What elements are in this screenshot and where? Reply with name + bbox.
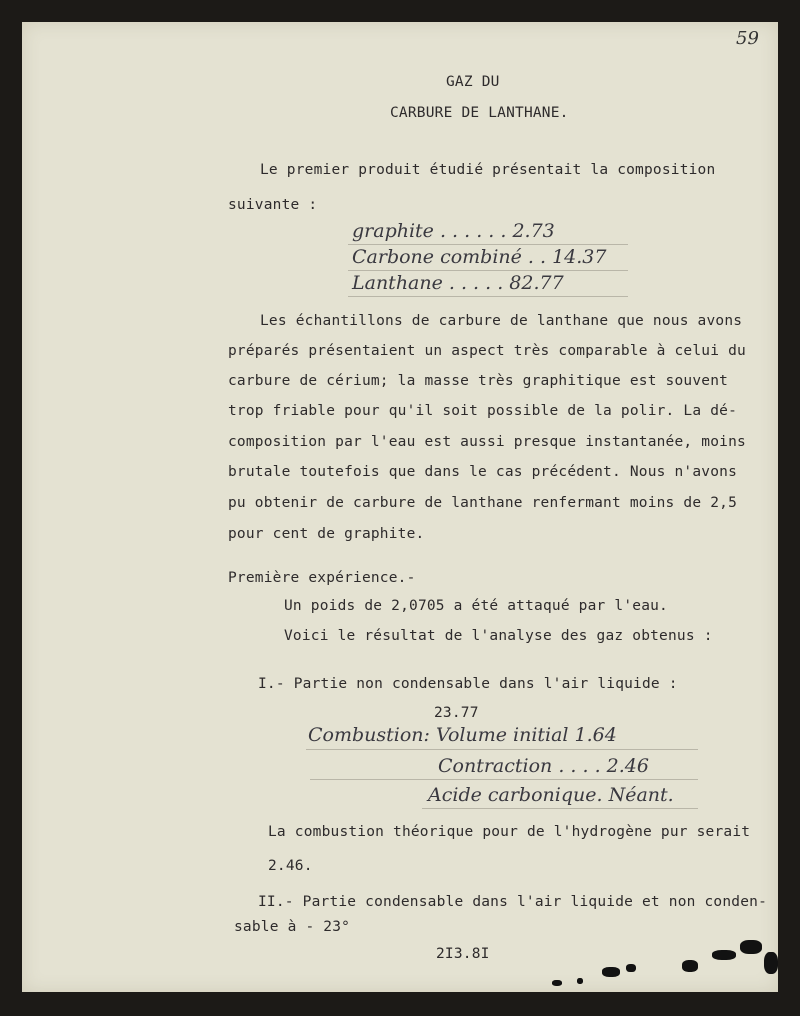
theory-line-2: 2.46. xyxy=(268,858,313,874)
composition-lanthane: Lanthane . . . . . 82.77 xyxy=(352,272,564,294)
paragraph-line: brutale toutefois que dans le cas précédent. Nous n'avons xyxy=(228,464,737,480)
part1-heading: I.- Partie non condensable dans l'air liquide : xyxy=(258,676,678,692)
combustion-rule xyxy=(422,808,698,809)
composition-rule xyxy=(348,296,628,297)
title-line-1: GAZ DU xyxy=(446,74,500,90)
combustion-rule xyxy=(306,749,698,750)
page-number: 59 xyxy=(736,28,759,49)
theory-line-1: La combustion théorique pour de l'hydrogène pur serait xyxy=(268,824,751,840)
document-page xyxy=(22,22,778,992)
composition-carbone: Carbone combiné . . 14.37 xyxy=(352,246,607,268)
intro-line-2: suivante : xyxy=(228,197,318,213)
carbonic-acid-line: Acide carbonique. Néant. xyxy=(428,784,674,806)
intro-line-1: Le premier produit étudié présentait la composition xyxy=(260,162,716,178)
paragraph-line: préparés présentaient un aspect très comparable à celui du xyxy=(228,343,746,359)
combustion-line: Combustion: Volume initial 1.64 xyxy=(308,724,617,746)
composition-rule xyxy=(348,270,628,271)
paragraph-line: composition par l'eau est aussi presque instantanée, moins xyxy=(228,434,746,450)
paragraph-line: pour cent de graphite. xyxy=(228,526,425,542)
paragraph-line: Les échantillons de carbure de lanthane que nous avons xyxy=(260,313,743,329)
paragraph-line: carbure de cérium; la masse très graphitique est souvent xyxy=(228,373,729,389)
part1-value: 23.77 xyxy=(434,705,479,721)
part2-heading-1: II.- Partie condensable dans l'air liquide et non conden- xyxy=(258,894,767,910)
paragraph-line: pu obtenir de carbure de lanthane renfermant moins de 2,5 xyxy=(228,495,737,511)
experiment-line-1: Un poids de 2,0705 a été attaqué par l'eau. xyxy=(284,598,668,614)
composition-rule xyxy=(348,244,628,245)
paragraph-line: trop friable pour qu'il soit possible de la polir. La dé- xyxy=(228,403,737,419)
contraction-line: Contraction . . . . 2.46 xyxy=(438,755,649,777)
experiment-line-2: Voici le résultat de l'analyse des gaz obtenus : xyxy=(284,628,713,644)
composition-graphite: graphite . . . . . . 2.73 xyxy=(352,220,555,242)
experiment-heading: Première expérience.- xyxy=(228,570,416,586)
title-line-2: CARBURE DE LANTHANE. xyxy=(390,105,569,121)
part2-value: 2I3.8I xyxy=(436,946,490,962)
part2-heading-2: sable à - 23° xyxy=(234,919,351,935)
combustion-rule xyxy=(310,779,698,780)
